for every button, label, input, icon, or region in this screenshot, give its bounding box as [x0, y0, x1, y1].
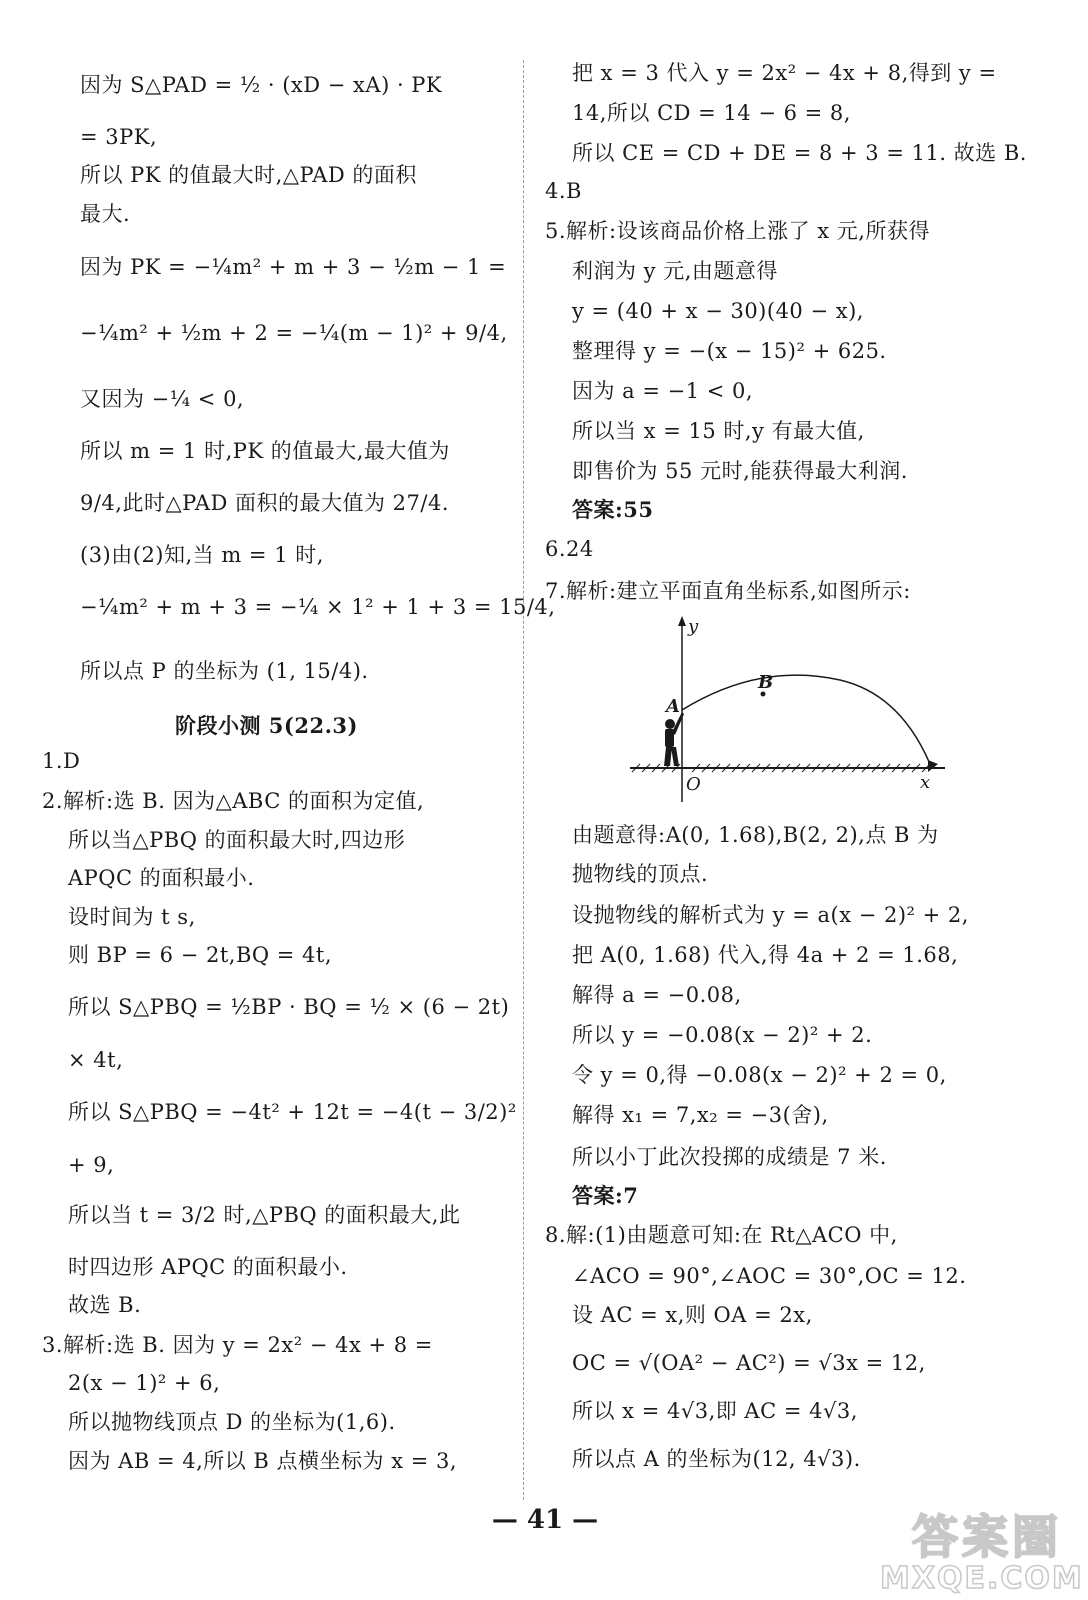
- text-line: 最大.: [80, 202, 131, 226]
- text-line: −¼m² + m + 3 = −¼ × 1² + 1 + 3 = 15/4,: [80, 595, 556, 619]
- text-line: 1.D: [42, 749, 81, 773]
- text-line: 所以点 A 的坐标为(12, 4√3).: [572, 1447, 861, 1471]
- text-line: 所以 PK 的值最大时,△PAD 的面积: [80, 163, 417, 187]
- watermark-url: MXQE.COM: [880, 1561, 1084, 1596]
- text-line: + 9,: [68, 1153, 115, 1177]
- text-line: 设 AC = x,则 OA = 2x,: [572, 1303, 813, 1327]
- text-line: 因为 AB = 4,所以 B 点横坐标为 x = 3,: [68, 1449, 458, 1473]
- text-line: 4.B: [545, 179, 582, 203]
- column-divider: [523, 60, 524, 1500]
- text-line: 利润为 y 元,由题意得: [572, 259, 778, 283]
- answer-line: 答案:55: [572, 497, 654, 522]
- text-line: 因为 a = −1 < 0,: [572, 379, 754, 403]
- point-b-label: B: [758, 672, 774, 693]
- text-line: 时四边形 APQC 的面积最小.: [68, 1255, 348, 1279]
- text-line: 所以当△PBQ 的面积最大时,四边形: [68, 828, 406, 852]
- answer-line: 答案:7: [572, 1183, 639, 1208]
- axis-label-y: y: [688, 616, 699, 637]
- text-line: × 4t,: [68, 1048, 124, 1072]
- text-line: 9/4,此时△PAD 面积的最大值为 27/4.: [80, 491, 450, 515]
- text-line: 因为 PK = −¼m² + m + 3 − ½m − 1 =: [80, 255, 507, 279]
- watermark-logo: 答案圈: [912, 1510, 1062, 1564]
- parabola-figure: [600, 612, 960, 812]
- parabola-curve: [682, 675, 930, 764]
- text-line: 又因为 −¼ < 0,: [80, 387, 245, 411]
- text-line: 把 A(0, 1.68) 代入,得 4a + 2 = 1.68,: [572, 943, 959, 967]
- text-line: 所以当 x = 15 时,y 有最大值,: [572, 419, 865, 443]
- text-line: (3)由(2)知,当 m = 1 时,: [80, 543, 324, 567]
- text-line: 2.解析:选 B. 因为△ABC 的面积为定值,: [42, 789, 425, 813]
- text-line: 由题意得:A(0, 1.68),B(2, 2),点 B 为: [572, 823, 939, 847]
- text-line: 7.解析:建立平面直角坐标系,如图所示:: [545, 579, 911, 603]
- text-line: 3.解析:选 B. 因为 y = 2x² − 4x + 8 =: [42, 1333, 433, 1357]
- text-line: 所以 CE = CD + DE = 8 + 3 = 11. 故选 B.: [572, 141, 1027, 165]
- text-line: 所以 x = 4√3,即 AC = 4√3,: [572, 1399, 858, 1423]
- origin-label: O: [686, 774, 701, 795]
- text-line: = 3PK,: [80, 125, 158, 149]
- text-line: 解得 a = −0.08,: [572, 983, 742, 1007]
- text-line: 故选 B.: [68, 1293, 142, 1317]
- text-line: 所以 S△PBQ = −4t² + 12t = −4(t − 3/2)²: [68, 1100, 517, 1124]
- axis-label-x: x: [920, 772, 931, 793]
- text-line: 6.24: [545, 537, 594, 561]
- text-line: 令 y = 0,得 −0.08(x − 2)² + 2 = 0,: [572, 1063, 947, 1087]
- text-line: −¼m² + ½m + 2 = −¼(m − 1)² + 9/4,: [80, 321, 508, 345]
- text-line: APQC 的面积最小.: [68, 866, 255, 890]
- section-heading: 阶段小测 5(22.3): [175, 713, 358, 738]
- text-line: 把 x = 3 代入 y = 2x² − 4x + 8,得到 y =: [572, 61, 997, 85]
- text-line: 则 BP = 6 − 2t,BQ = 4t,: [68, 943, 333, 967]
- text-line: 设抛物线的解析式为 y = a(x − 2)² + 2,: [572, 903, 969, 927]
- text-line: 整理得 y = −(x − 15)² + 625.: [572, 339, 887, 363]
- text-line: ∠ACO = 90°,∠AOC = 30°,OC = 12.: [572, 1264, 967, 1288]
- text-line: y = (40 + x − 30)(40 − x),: [572, 299, 864, 323]
- text-line: 即售价为 55 元时,能获得最大利润.: [572, 459, 908, 483]
- text-line: 抛物线的顶点.: [572, 862, 709, 886]
- text-line: 14,所以 CD = 14 − 6 = 8,: [572, 101, 851, 125]
- text-line: 所以 y = −0.08(x − 2)² + 2.: [572, 1023, 873, 1047]
- text-line: 所以点 P 的坐标为 (1, 15/4).: [80, 659, 369, 683]
- text-line: 2(x − 1)² + 6,: [68, 1371, 221, 1395]
- text-line: 所以 S△PBQ = ½BP · BQ = ½ × (6 − 2t): [68, 995, 510, 1019]
- text-line: 所以小丁此次投掷的成绩是 7 米.: [572, 1145, 887, 1169]
- point-a-label: A: [666, 696, 680, 717]
- text-line: 5.解析:设该商品价格上涨了 x 元,所获得: [545, 219, 930, 243]
- text-line: 解得 x₁ = 7,x₂ = −3(舍),: [572, 1103, 829, 1127]
- page-number: — 41 —: [491, 1505, 599, 1535]
- y-axis-arrow: [678, 616, 686, 626]
- text-line: 因为 S△PAD = ½ · (xD − xA) · PK: [80, 73, 443, 97]
- text-line: 8.解:(1)由题意可知:在 Rt△ACO 中,: [545, 1223, 898, 1247]
- text-line: 所以当 t = 3/2 时,△PBQ 的面积最大,此: [68, 1203, 461, 1227]
- text-line: 所以 m = 1 时,PK 的值最大,最大值为: [80, 439, 450, 463]
- text-line: OC = √(OA² − AC²) = √3x = 12,: [572, 1351, 926, 1375]
- text-line: 设时间为 t s,: [68, 905, 196, 929]
- text-line: 所以抛物线顶点 D 的坐标为(1,6).: [68, 1410, 396, 1434]
- thrower-figure: [664, 712, 684, 766]
